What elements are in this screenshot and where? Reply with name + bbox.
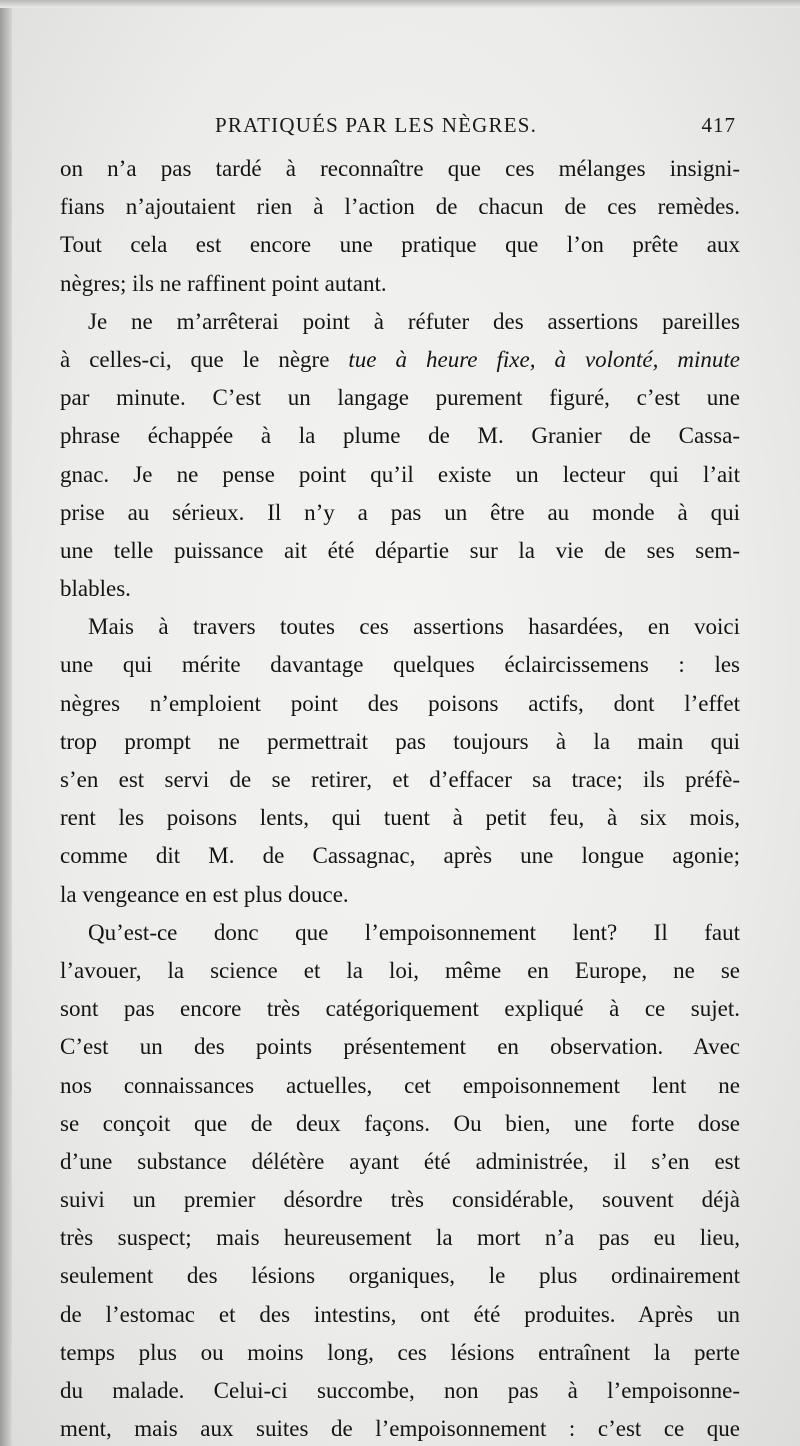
text-line: Je ne m’arrêterai point à réfuter des assertions pareilles	[88, 308, 740, 334]
text-line: trop prompt ne permettrait pas toujours à la main qui	[60, 728, 740, 754]
text-line: suivi un premier désordre très considérable, souvent déjà	[60, 1187, 740, 1213]
text-line-mixed	[60, 341, 740, 379]
text-line: par minute. C’est un langage purement figuré, c’est une	[60, 385, 740, 411]
text-line: se conçoit que de deux façons. Ou bien, une forte dose	[60, 1110, 740, 1136]
text-line: très suspect; mais heureusement la mort n’a pas eu lieu,	[60, 1225, 740, 1251]
text-line: blables.	[60, 576, 131, 602]
text-line: temps plus ou moins long, ces lésions entraînent la perte	[60, 1339, 740, 1365]
page-left-shadow	[0, 0, 12, 1446]
text-line: seulement des lésions organiques, le plus ordinairement	[60, 1263, 740, 1289]
page-number: 417	[701, 113, 736, 137]
text-line: une qui mérite davantage quelques éclaircissemens : les	[60, 652, 740, 678]
page-header	[60, 113, 746, 143]
text-line: nègres n’emploient point des poisons actifs, dont l’effet	[60, 690, 740, 716]
text-line: prise au sérieux. Il n’y a pas un être au monde à qui	[60, 499, 740, 525]
text-line: de l’estomac et des intestins, ont été produites. Après un	[60, 1301, 740, 1327]
page-top-shadow	[0, 0, 800, 8]
text-line: d’une substance délétère ayant été administrée, il s’en est	[60, 1148, 740, 1174]
text-line: gnac. Je ne pense point qu’il existe un lecteur qui l’ait	[60, 461, 740, 487]
text-line: on n’a pas tardé à reconnaître que ces mélanges insigni-	[60, 156, 740, 181]
text-line: s’en est servi de se retirer, et d’effacer sa trace; ils préfè-	[60, 767, 740, 792]
text-line: nègres; ils ne raffinent point autant.	[60, 270, 387, 296]
text-line: comme dit M. de Cassagnac, après une longue agonie;	[60, 843, 740, 869]
text-line: ment, mais aux suites de l’empoisonnement : c’est ce que	[60, 1416, 740, 1442]
text-line: rent les poisons lents, qui tuent à petit feu, à six mois,	[60, 805, 740, 831]
text-line: la vengeance en est plus douce.	[60, 881, 349, 907]
body-text	[60, 150, 740, 1446]
text-line: nos connaissances actuelles, cet empoisonnement lent ne	[60, 1072, 740, 1098]
text-line: Tout cela est encore une pratique que l’on prête aux	[60, 232, 740, 258]
running-head: PRATIQUÉS PAR LES NÈGRES.	[215, 113, 538, 137]
text-line: phrase échappée à la plume de M. Granier de Cassa-	[60, 423, 740, 449]
text-line: l’avouer, la science et la loi, même en Europe, ne se	[60, 957, 740, 983]
text-segment: à celles-ci, que le nègre	[60, 346, 349, 372]
text-line: fians n’ajoutaient rien à l’action de chacun de ces remèdes.	[60, 194, 740, 220]
text-line: du malade. Celui-ci succombe, non pas à l’empoisonne-	[60, 1378, 740, 1403]
text-line: Qu’est-ce donc que l’empoisonnement lent? Il faut	[88, 919, 740, 945]
text-line: C’est un des points présentement en observation. Avec	[60, 1034, 740, 1060]
italic-segment: tue à heure fixe, à volonté, minute	[348, 346, 740, 372]
text-line: sont pas encore très catégoriquement expliqué à ce sujet.	[60, 996, 740, 1022]
text-line: Mais à travers toutes ces assertions hasardées, en voici	[88, 614, 740, 640]
text-line: une telle puissance ait été départie sur la vie de ses sem-	[60, 537, 740, 563]
